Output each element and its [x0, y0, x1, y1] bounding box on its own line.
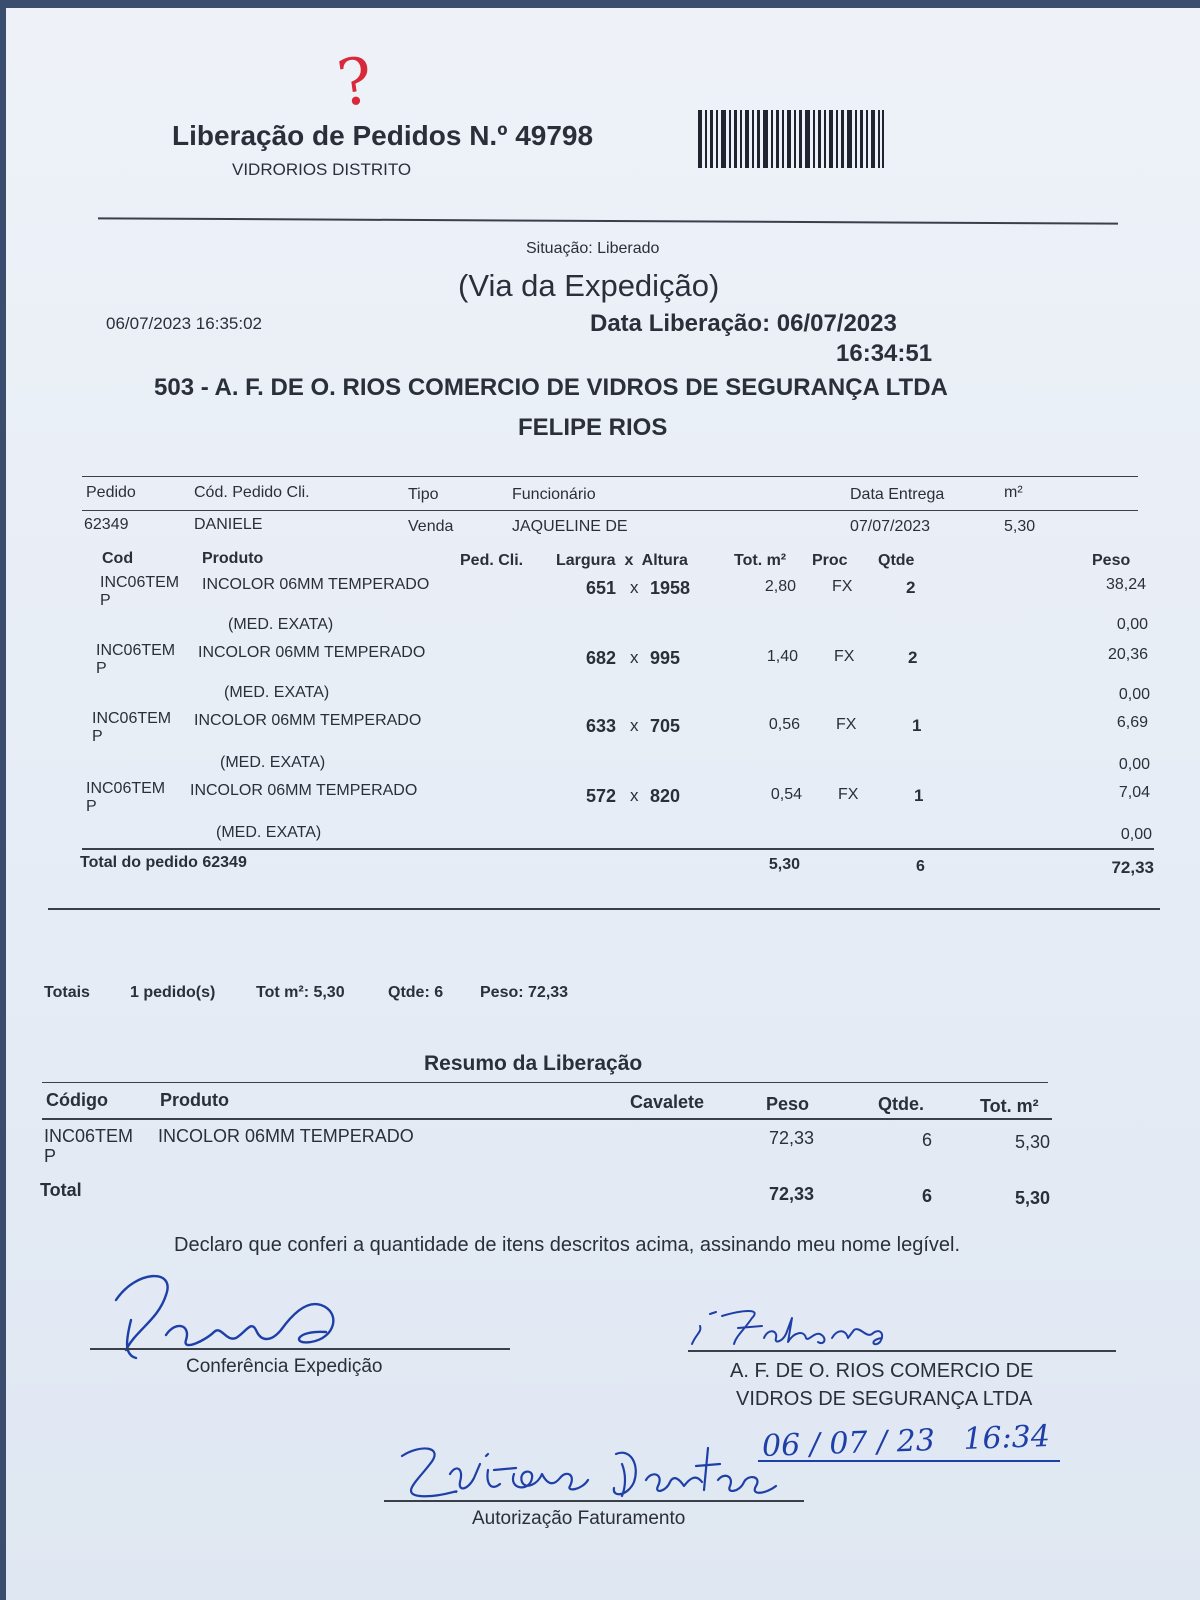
item-3-peso: 6,69	[1116, 714, 1148, 731]
order-number: 62349	[84, 516, 129, 533]
col-data-entrega: Data Entrega	[850, 486, 945, 503]
item-4-cod: INC06TEM	[86, 780, 166, 797]
summary-title: Resumo da Liberação	[424, 1052, 643, 1075]
items-col-peso: Peso	[1092, 552, 1131, 569]
item-2-cod: INC06TEM	[96, 642, 176, 659]
company-name: VIDRORIOS DISTRITO	[232, 160, 412, 179]
status-text: Situação: Liberado	[526, 240, 660, 257]
summary-total-label: Total	[40, 1180, 82, 1200]
summary-header-line	[42, 1118, 1052, 1120]
summary-col-produto: Produto	[160, 1090, 229, 1110]
item-2-peso: 20,36	[1107, 646, 1148, 663]
item-4-largura: 572	[585, 786, 616, 806]
item-1-largura: 651	[585, 578, 616, 598]
order-employee: JAQUELINE DE	[512, 518, 628, 535]
order-table-top-line	[82, 476, 1138, 477]
order-type: Venda	[408, 518, 454, 535]
release-time: 16:34:51	[836, 340, 933, 367]
item-2-cod-cont: P	[96, 660, 107, 677]
order-total-label: Total do pedido 62349	[80, 854, 247, 871]
item-3-altura: 705	[650, 716, 681, 736]
item-4-qtde: 1	[914, 786, 924, 805]
item-2-produto: INCOLOR 06MM TEMPERADO	[198, 644, 426, 661]
items-col-proc: Proc	[812, 552, 848, 569]
item-3-largura: 633	[585, 716, 616, 736]
item-3-peso-obs: 0,00	[1118, 756, 1150, 773]
item-4-cod-cont: P	[86, 798, 97, 815]
order-total-peso: 72,33	[1111, 858, 1154, 877]
red-question-mark: ?	[333, 43, 378, 123]
col-tipo: Tipo	[408, 486, 439, 503]
item-3-proc: FX	[836, 716, 857, 733]
item-1-obs: (MED. EXATA)	[228, 616, 334, 633]
signature-label-conferencia: Conferência Expedição	[186, 1356, 383, 1377]
item-1-cod-cont: P	[100, 592, 111, 609]
release-date: Data Liberação: 06/07/2023	[590, 310, 897, 337]
summary-col-qtde: Qtde.	[878, 1094, 925, 1114]
items-col-tot-m2: Tot. m²	[734, 552, 787, 569]
item-4-proc: FX	[838, 786, 859, 803]
item-3-cod-cont: P	[92, 728, 103, 745]
signature-line-cliente	[688, 1350, 1116, 1352]
item-4-peso-obs: 0,00	[1120, 826, 1152, 843]
item-1-proc: FX	[832, 578, 853, 595]
order-delivery-date: 07/07/2023	[850, 518, 931, 535]
item-3-tot-m2: 0,56	[768, 716, 800, 733]
summary-row-produto: INCOLOR 06MM TEMPERADO	[158, 1126, 414, 1146]
signature-line-conferencia	[90, 1348, 510, 1350]
signature-label-autorizacao: Autorização Faturamento	[472, 1508, 686, 1529]
item-3-produto: INCOLOR 06MM TEMPERADO	[194, 712, 422, 729]
item-1-tot-m2: 2,80	[764, 578, 796, 595]
print-datetime: 06/07/2023 16:35:02	[106, 314, 262, 333]
totals-label: Totais	[44, 984, 90, 1001]
handwritten-date: 06 / 07 / 23 16:34	[761, 1418, 1051, 1465]
barcode	[698, 110, 884, 168]
item-4-produto: INCOLOR 06MM TEMPERADO	[190, 782, 418, 799]
declaration-text: Declaro que conferi a quantidade de itens descritos acima, assinando meu nome legível.	[174, 1234, 961, 1256]
order-section-end-line	[48, 908, 1160, 910]
item-3-obs: (MED. EXATA)	[220, 754, 326, 771]
items-col-ped-cli: Ped. Cli.	[460, 552, 524, 569]
items-col-cod: Cod	[102, 550, 134, 567]
via-title: (Via da Expedição)	[458, 268, 720, 303]
items-col-largura-altura: Largura x Altura	[556, 552, 688, 569]
item-4-x: x	[630, 786, 639, 805]
item-2-qtde: 2	[908, 648, 918, 667]
items-col-qtde: Qtde	[878, 552, 915, 569]
col-cod-pedido-cli: Cód. Pedido Cli.	[194, 484, 310, 501]
item-2-altura: 995	[650, 648, 681, 668]
item-3-x: x	[630, 716, 639, 735]
summary-row-peso: 72,33	[768, 1128, 814, 1148]
item-3-qtde: 1	[912, 716, 922, 735]
order-header-line	[82, 510, 1138, 511]
item-1-peso-obs: 0,00	[1116, 616, 1148, 633]
item-4-altura: 820	[650, 786, 681, 806]
item-1-produto: INCOLOR 06MM TEMPERADO	[202, 576, 430, 593]
signature-autorizacao	[390, 1434, 790, 1514]
summary-row-codigo-cont: P	[44, 1146, 57, 1166]
item-1-cod: INC06TEM	[100, 574, 180, 591]
item-2-proc: FX	[834, 648, 855, 665]
summary-col-tot-m2: Tot. m²	[980, 1096, 1039, 1116]
summary-col-cavalete: Cavalete	[630, 1092, 705, 1112]
item-2-peso-obs: 0,00	[1118, 686, 1150, 703]
order-client-code: DANIELE	[194, 516, 263, 533]
signature-line-autorizacao	[384, 1500, 804, 1502]
document-title: Liberação de Pedidos N.º 49798	[172, 120, 594, 151]
item-4-tot-m2: 0,54	[770, 786, 802, 803]
signature-label-cliente-1: A. F. DE O. RIOS COMERCIO DE	[730, 1360, 1034, 1382]
item-2-x: x	[630, 648, 639, 667]
item-4-peso: 7,04	[1118, 784, 1150, 801]
item-2-tot-m2: 1,40	[766, 648, 798, 665]
client-name: 503 - A. F. DE O. RIOS COMERCIO DE VIDROS DE SEGURANÇA LTDA	[154, 374, 948, 401]
summary-row-qtde: 6	[921, 1130, 932, 1150]
item-1-x: x	[630, 578, 639, 597]
item-2-largura: 682	[585, 648, 616, 668]
totals-qtde: Qtde: 6	[388, 984, 444, 1001]
item-3-cod: INC06TEM	[92, 710, 172, 727]
order-total-qtde: 6	[916, 858, 925, 875]
header-divider	[98, 217, 1118, 224]
order-total-line	[82, 848, 1154, 850]
item-1-qtde: 2	[906, 578, 916, 597]
summary-col-codigo: Código	[46, 1090, 108, 1110]
summary-total-peso: 72,33	[768, 1184, 814, 1204]
document-page	[6, 8, 1200, 1600]
item-2-obs: (MED. EXATA)	[224, 684, 330, 701]
signature-label-cliente-2: VIDROS DE SEGURANÇA LTDA	[736, 1388, 1033, 1410]
signature-conferencia	[96, 1260, 386, 1370]
summary-row-codigo: INC06TEM	[44, 1126, 134, 1146]
col-pedido: Pedido	[86, 484, 136, 501]
totals-pedidos: 1 pedido(s)	[130, 984, 216, 1001]
item-4-obs: (MED. EXATA)	[216, 824, 322, 841]
summary-row-tot-m2: 5,30	[1014, 1132, 1050, 1152]
summary-col-peso: Peso	[766, 1094, 810, 1114]
item-1-altura: 1958	[650, 578, 691, 598]
totals-peso: Peso: 72,33	[480, 984, 569, 1001]
col-funcionario: Funcionário	[512, 486, 596, 503]
order-total-m2: 5,30	[768, 856, 800, 873]
order-m2: 5,30	[1004, 518, 1036, 535]
summary-top-line	[42, 1082, 1048, 1083]
handwritten-date-underline	[758, 1460, 1060, 1462]
summary-total-qtde: 6	[921, 1186, 932, 1206]
client-contact: FELIPE RIOS	[518, 414, 668, 441]
totals-m2: Tot m²: 5,30	[256, 984, 345, 1001]
item-1-peso: 38,24	[1105, 576, 1146, 593]
signature-cliente	[682, 1304, 902, 1354]
items-col-produto: Produto	[202, 550, 264, 567]
col-m2: m²	[1004, 484, 1023, 501]
summary-total-tot-m2: 5,30	[1014, 1188, 1050, 1208]
